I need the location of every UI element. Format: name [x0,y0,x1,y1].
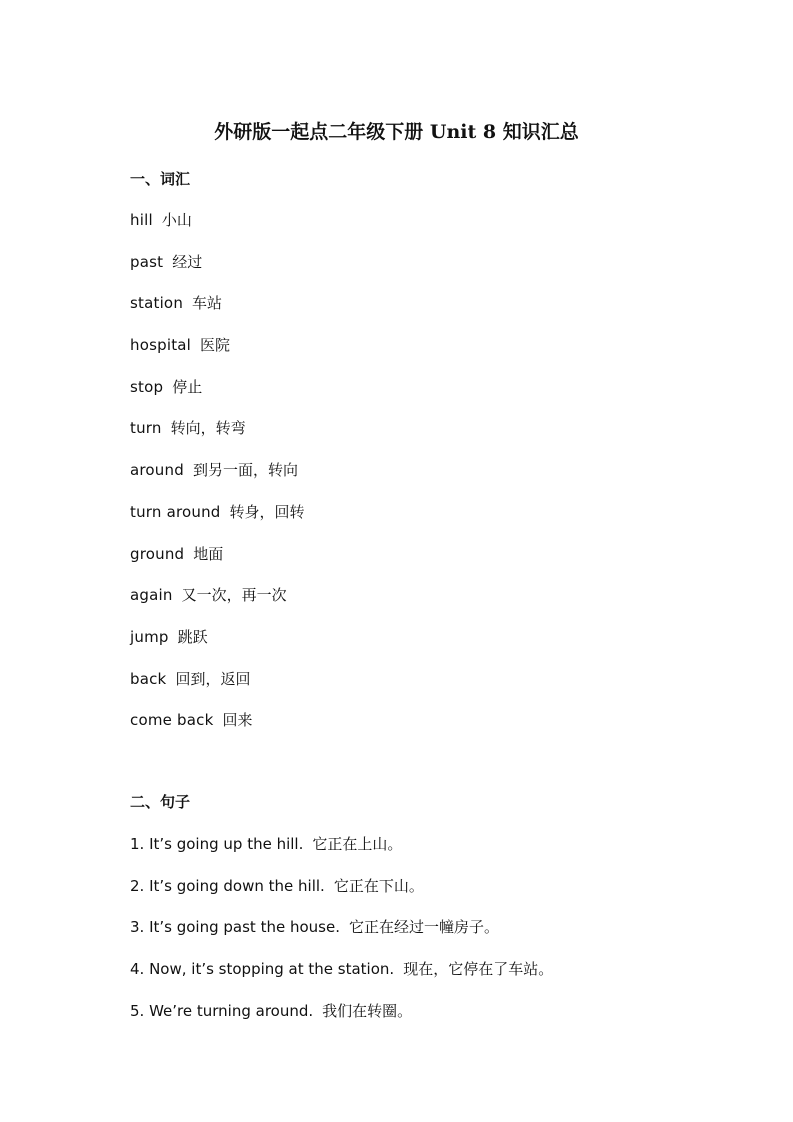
vocab-item [130,709,305,751]
vocab-english: hospital [130,336,192,355]
vocab-item [130,459,305,501]
vocab-chinese: 到另一面，转向 [192,461,298,480]
vocab-chinese: 地面 [193,544,224,563]
sentence-item [130,833,553,875]
vocab-english: turn [130,419,162,438]
vocab-chinese: 车站 [192,294,223,313]
vocab-chinese: 回来 [222,711,253,730]
sentence-chinese: 它正在上山。 [312,835,403,853]
sentence-chinese: 我们在转圈。 [322,1001,413,1020]
vocab-english: stop [130,377,164,396]
sentence-item [130,958,553,1000]
vocabulary-list [130,209,305,751]
vocab-chinese: 转向，转弯 [170,419,246,438]
vocab-english: station [130,294,184,313]
sentence-english: 1. It’s going up the hill. [130,835,304,853]
vocab-chinese: 回到，返回 [175,669,251,688]
vocab-english: back [130,669,167,688]
vocab-english: jump [130,627,169,646]
vocab-item [130,668,305,710]
vocab-english: past [130,252,164,271]
vocab-english: around [130,461,184,480]
vocab-item [130,292,305,334]
vocab-chinese: 转身，回转 [229,502,305,521]
sentence-chinese: 它正在经过一幢房子。 [348,918,499,937]
vocab-item [130,417,305,459]
vocab-item [130,626,305,668]
sentence-english: 5. We’re turning around. [130,1001,314,1020]
vocab-item [130,501,305,543]
sentences-list [130,833,553,1041]
sentence-item [130,1000,553,1042]
vocab-english: come back [130,711,214,730]
vocab-item [130,334,305,376]
sentence-item [130,875,553,917]
vocab-chinese: 停止 [172,377,203,396]
vocab-item [130,209,305,251]
vocab-english: ground [130,544,185,563]
vocab-chinese: 小山 [161,211,192,229]
vocab-item [130,251,305,293]
sentence-english: 2. It’s going down the hill. [130,876,325,895]
vocab-item [130,584,305,626]
vocab-item [130,543,305,585]
vocabulary-heading: 一、词汇 [130,170,191,188]
sentence-chinese: 现在，它停在了车站。 [403,960,554,979]
vocab-chinese: 经过 [172,252,203,271]
vocab-english: again [130,586,173,605]
sentences-heading: 二、句子 [130,793,191,811]
vocab-chinese: 又一次，再一次 [181,586,287,605]
vocab-chinese: 跳跃 [177,627,208,646]
sentence-english: 3. It’s going past the house. [130,918,340,937]
sentence-chinese: 它正在下山。 [333,876,424,895]
sentence-item [130,916,553,958]
vocab-english: hill [130,211,153,229]
vocab-chinese: 医院 [200,336,231,355]
vocab-english: turn around [130,502,221,521]
sentence-english: 4. Now, it’s stopping at the station. [130,960,395,979]
page-title: 外研版一起点二年级下册 Unit 8 知识汇总 [214,121,579,143]
vocab-item [130,376,305,418]
